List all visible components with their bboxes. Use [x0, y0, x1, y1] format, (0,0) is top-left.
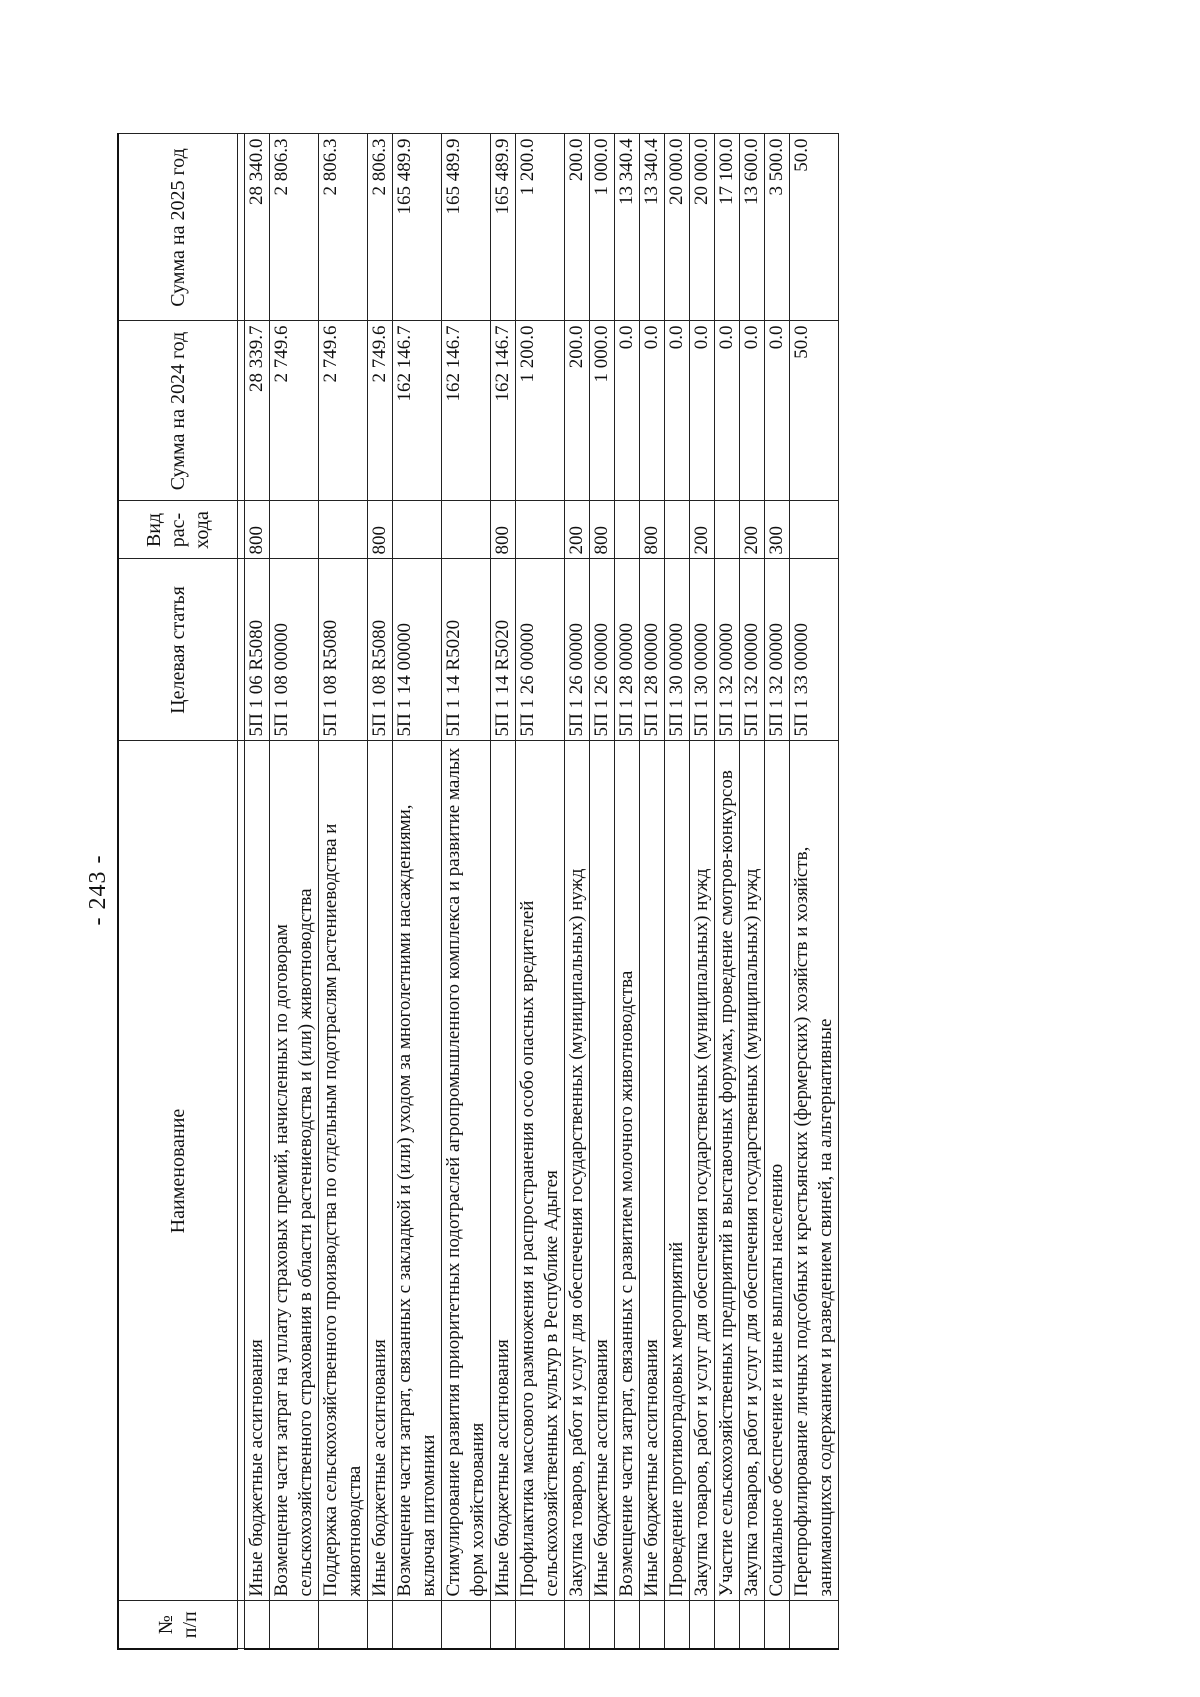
- cell-type: [393, 501, 442, 559]
- cell-y2025: 20 000.0: [665, 134, 690, 321]
- cell-name: Иные бюджетные ассигнования: [368, 741, 393, 1601]
- page-number: - 243 -: [85, 854, 111, 926]
- cell-num: [245, 1601, 270, 1649]
- cell-code: 5П 1 33 00000: [790, 559, 839, 741]
- cell-name: Закупка товаров, работ и услуг для обеспечения государственных (муниципальных) нужд: [565, 741, 590, 1601]
- table-row: [765, 134, 790, 1649]
- table-row: [245, 134, 270, 1649]
- header-type: Вид рас- хода: [118, 501, 238, 559]
- cell-code: 5П 1 28 00000: [640, 559, 665, 741]
- cell-num: [516, 1601, 565, 1649]
- cell-name: Иные бюджетные ассигнования: [245, 741, 270, 1601]
- cell-code: 5П 1 30 00000: [665, 559, 690, 741]
- table-row: [690, 134, 715, 1649]
- cell-name: Иные бюджетные ассигнования: [640, 741, 665, 1601]
- table-row: [565, 134, 590, 1649]
- cell-y2024: 2 749.6: [319, 321, 368, 501]
- cell-type: 800: [640, 501, 665, 559]
- cell-type: [516, 501, 565, 559]
- table-row: [615, 134, 640, 1649]
- cell-num: [270, 1601, 319, 1649]
- cell-code: 5П 1 14 R5020: [442, 559, 491, 741]
- cell-name: Социальное обеспечение и иные выплаты населению: [765, 741, 790, 1601]
- cell-name: Профилактика массового размножения и распространения особо опасных вредителей сельскохозяйственных культур в Республике Адыгея: [516, 741, 565, 1601]
- cell-type: 800: [491, 501, 516, 559]
- cell-y2025: 2 806.3: [319, 134, 368, 321]
- cell-y2025: 165 489.9: [442, 134, 491, 321]
- cell-y2024: 0.0: [690, 321, 715, 501]
- cell-num: [590, 1601, 615, 1649]
- cell-y2025: 13 340.4: [615, 134, 640, 321]
- cell-code: 5П 1 28 00000: [615, 559, 640, 741]
- table-row: [740, 134, 765, 1649]
- cell-y2025: 28 340.0: [245, 134, 270, 321]
- cell-code: 5П 1 08 R5080: [319, 559, 368, 741]
- cell-name: Поддержка сельскохозяйственного производства по отдельным подотраслям растениеводства и животноводства: [319, 741, 368, 1601]
- cell-y2024: 28 339.7: [245, 321, 270, 501]
- budget-table: [117, 134, 839, 1651]
- table-row: [640, 134, 665, 1649]
- cell-y2024: 0.0: [615, 321, 640, 501]
- table-row: [516, 134, 565, 1649]
- cell-num: [715, 1601, 740, 1649]
- cell-code: 5П 1 32 00000: [765, 559, 790, 741]
- cell-code: 5П 1 08 00000: [270, 559, 319, 741]
- cell-y2025: 1 200.0: [516, 134, 565, 321]
- header-2024: Сумма на 2024 год: [118, 321, 238, 501]
- cell-num: [790, 1601, 839, 1649]
- cell-type: 800: [590, 501, 615, 559]
- cell-y2024: 50.0: [790, 321, 839, 501]
- cell-y2025: 2 806.3: [270, 134, 319, 321]
- cell-y2024: 2 749.6: [270, 321, 319, 501]
- cell-y2024: 162 146.7: [442, 321, 491, 501]
- table-row: [368, 134, 393, 1649]
- cell-code: 5П 1 30 00000: [690, 559, 715, 741]
- cell-name: Возмещение части затрат на уплату страховых премий, начисленных по договорам сельскохозяйственного страхования в области растениеводства и (или) животноводства: [270, 741, 319, 1601]
- cell-num: [640, 1601, 665, 1649]
- cell-code: 5П 1 14 00000: [393, 559, 442, 741]
- table-header-row: [118, 134, 238, 1649]
- cell-type: 300: [765, 501, 790, 559]
- table-row: [393, 134, 442, 1649]
- cell-num: [393, 1601, 442, 1649]
- cell-code: 5П 1 14 R5020: [491, 559, 516, 741]
- cell-type: [715, 501, 740, 559]
- header-name: Наименование: [118, 741, 238, 1601]
- cell-type: 200: [565, 501, 590, 559]
- table-row: [590, 134, 615, 1649]
- cell-num: [319, 1601, 368, 1649]
- cell-code: 5П 1 32 00000: [740, 559, 765, 741]
- cell-type: 800: [368, 501, 393, 559]
- header-num: № п/п: [118, 1601, 238, 1649]
- cell-y2025: 1 000.0: [590, 134, 615, 321]
- cell-code: 5П 1 26 00000: [565, 559, 590, 741]
- cell-type: 200: [690, 501, 715, 559]
- cell-num: [565, 1601, 590, 1649]
- cell-y2025: 165 489.9: [491, 134, 516, 321]
- cell-y2025: 13 340.4: [640, 134, 665, 321]
- table-row: [715, 134, 740, 1649]
- table-row: [665, 134, 690, 1649]
- cell-name: Проведение противоградовых мероприятий: [665, 741, 690, 1601]
- cell-num: [765, 1601, 790, 1649]
- table-row: [790, 134, 839, 1649]
- cell-y2025: 50.0: [790, 134, 839, 321]
- cell-num: [665, 1601, 690, 1649]
- cell-type: 200: [740, 501, 765, 559]
- cell-y2024: 2 749.6: [368, 321, 393, 501]
- cell-y2024: 162 146.7: [393, 321, 442, 501]
- cell-name: Стимулирование развития приоритетных подотраслей агропромышленного комплекса и развитие малых форм хозяйствования: [442, 741, 491, 1601]
- cell-code: 5П 1 32 00000: [715, 559, 740, 741]
- cell-y2024: 162 146.7: [491, 321, 516, 501]
- cell-name: Участие сельскохозяйственных предприятий в выставочных форумах, проведение смотров-конкурсов: [715, 741, 740, 1601]
- cell-num: [368, 1601, 393, 1649]
- table-row: [270, 134, 319, 1649]
- cell-y2025: 20 000.0: [690, 134, 715, 321]
- header-separator-row: [238, 134, 245, 1649]
- cell-type: [665, 501, 690, 559]
- cell-code: 5П 1 08 R5080: [368, 559, 393, 741]
- cell-name: Возмещение части затрат, связанных с развитием молочного животноводства: [615, 741, 640, 1601]
- cell-y2025: 200.0: [565, 134, 590, 321]
- cell-num: [690, 1601, 715, 1649]
- cell-y2025: 13 600.0: [740, 134, 765, 321]
- cell-y2025: 165 489.9: [393, 134, 442, 321]
- cell-y2024: 200.0: [565, 321, 590, 501]
- cell-y2024: 0.0: [765, 321, 790, 501]
- cell-num: [442, 1601, 491, 1649]
- cell-y2025: 3 500.0: [765, 134, 790, 321]
- cell-type: [615, 501, 640, 559]
- cell-y2024: 1 200.0: [516, 321, 565, 501]
- cell-num: [491, 1601, 516, 1649]
- cell-y2024: 0.0: [740, 321, 765, 501]
- table-row: [442, 134, 491, 1649]
- cell-type: [790, 501, 839, 559]
- cell-name: Возмещение части затрат, связанных с закладкой и (или) уходом за многолетними насаждениями, включая питомники: [393, 741, 442, 1601]
- cell-code: 5П 1 26 00000: [590, 559, 615, 741]
- cell-name: Перепрофилирование личных подсобных и крестьянских (фермерских) хозяйств и хозяйств, занимающихся содержанием и разведением свиней, на альтернативные: [790, 741, 839, 1601]
- header-2025: Сумма на 2025 год: [118, 134, 238, 321]
- cell-y2024: 0.0: [715, 321, 740, 501]
- table-body: [245, 134, 839, 1649]
- table-row: [491, 134, 516, 1649]
- rotated-sheet: [75, 125, 1105, 1655]
- cell-code: 5П 1 26 00000: [516, 559, 565, 741]
- cell-y2024: 0.0: [665, 321, 690, 501]
- cell-name: Закупка товаров, работ и услуг для обеспечения государственных (муниципальных) нужд: [690, 741, 715, 1601]
- header-code: Целевая статья: [118, 559, 238, 741]
- cell-name: Иные бюджетные ассигнования: [590, 741, 615, 1601]
- cell-code: 5П 1 06 R5080: [245, 559, 270, 741]
- cell-type: [270, 501, 319, 559]
- cell-name: Иные бюджетные ассигнования: [491, 741, 516, 1601]
- cell-name: Закупка товаров, работ и услуг для обеспечения государственных (муниципальных) нужд: [740, 741, 765, 1601]
- cell-num: [615, 1601, 640, 1649]
- cell-type: 800: [245, 501, 270, 559]
- cell-type: [442, 501, 491, 559]
- cell-y2024: 1 000.0: [590, 321, 615, 501]
- cell-num: [740, 1601, 765, 1649]
- cell-type: [319, 501, 368, 559]
- cell-y2025: 17 100.0: [715, 134, 740, 321]
- table-row: [319, 134, 368, 1649]
- cell-y2025: 2 806.3: [368, 134, 393, 321]
- cell-y2024: 0.0: [640, 321, 665, 501]
